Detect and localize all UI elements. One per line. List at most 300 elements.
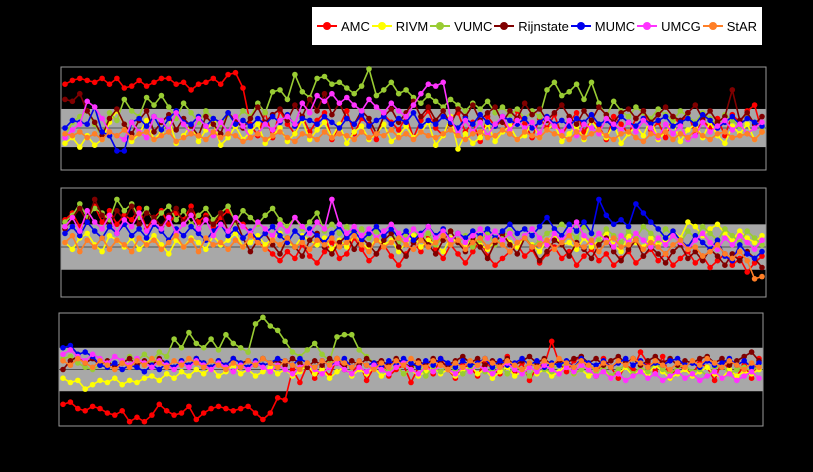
point-star (114, 237, 120, 243)
point-star (655, 244, 661, 250)
point-vumc (253, 321, 259, 327)
point-rijnstate (277, 106, 283, 112)
point-rivm (470, 141, 476, 147)
point-umcg (300, 224, 306, 230)
point-umcg (641, 118, 647, 124)
point-star (697, 362, 703, 368)
point-umcg (719, 375, 725, 381)
point-rijnstate (492, 104, 498, 110)
point-umcg (381, 110, 387, 116)
point-mumc (618, 114, 624, 120)
legend-label-mumc: MUMC (594, 18, 636, 34)
point-amc (307, 253, 313, 259)
point-rijnstate (529, 112, 535, 118)
point-vumc (418, 100, 424, 106)
point-amc (84, 78, 90, 84)
point-vumc (216, 347, 222, 353)
point-rijnstate (173, 127, 179, 133)
point-vumc (305, 347, 311, 353)
point-star (485, 135, 491, 141)
point-star (142, 362, 148, 368)
point-star (344, 133, 350, 139)
point-umcg (270, 127, 276, 133)
point-star (749, 360, 755, 366)
point-vumc (238, 345, 244, 351)
point-rijnstate (107, 116, 113, 122)
point-mumc (122, 148, 128, 154)
point-umcg (611, 244, 617, 250)
point-mumc (411, 237, 417, 243)
point-umcg (292, 121, 298, 127)
point-rijnstate (655, 112, 661, 118)
point-rijnstate (349, 358, 355, 364)
point-vumc (151, 102, 157, 108)
point-rivm (99, 249, 105, 255)
point-rijnstate (312, 358, 318, 364)
point-umcg (68, 347, 74, 353)
legend-item-vumc (430, 19, 492, 34)
point-umcg (440, 80, 446, 86)
point-star (475, 362, 481, 368)
point-umcg (759, 237, 765, 243)
point-star (529, 244, 535, 250)
point-rijnstate (641, 108, 647, 114)
point-vumc (641, 224, 647, 230)
point-umcg (329, 91, 335, 97)
point-umcg (84, 208, 90, 214)
point-rivm (127, 378, 133, 384)
point-rijnstate (596, 242, 602, 248)
point-star (122, 242, 128, 248)
point-umcg (159, 226, 165, 232)
point-rijnstate (571, 356, 577, 362)
point-vumc (527, 373, 533, 379)
legend-label-rijnstate: Rijnstate (518, 18, 569, 34)
point-mumc (366, 123, 372, 129)
point-star (485, 244, 491, 250)
point-umcg (92, 219, 98, 225)
point-star (522, 129, 528, 135)
point-rivm (566, 240, 572, 246)
point-amc (216, 404, 222, 410)
point-rijnstate (62, 97, 68, 103)
point-star (604, 133, 610, 139)
point-umcg (208, 367, 214, 373)
point-rijnstate (144, 108, 150, 114)
point-vumc (196, 213, 202, 219)
point-rivm (537, 249, 543, 255)
point-star (515, 240, 521, 246)
point-star (201, 365, 207, 371)
point-star (430, 358, 436, 364)
point-star (366, 249, 372, 255)
point-star (470, 240, 476, 246)
point-rivm (97, 378, 103, 384)
point-star (445, 367, 451, 373)
point-vumc (374, 93, 380, 99)
point-star (608, 365, 614, 371)
point-star (77, 249, 83, 255)
point-star (216, 362, 222, 368)
point-star (403, 131, 409, 137)
point-rijnstate (322, 91, 328, 97)
point-amc (611, 262, 617, 268)
point-mumc (604, 213, 610, 219)
point-rivm (641, 133, 647, 139)
point-umcg (203, 217, 209, 223)
point-star (648, 131, 654, 137)
point-umcg (149, 365, 155, 371)
point-star (455, 237, 461, 243)
point-rivm (685, 127, 691, 133)
point-star (129, 135, 135, 141)
point-mumc (485, 120, 491, 126)
point-rijnstate (626, 106, 632, 112)
point-star (571, 365, 577, 371)
point-vumc (752, 235, 758, 241)
point-star (211, 129, 217, 135)
point-star (448, 242, 454, 248)
point-mumc (544, 215, 550, 221)
point-rivm (105, 380, 111, 386)
point-rivm (248, 240, 254, 246)
point-umcg (322, 226, 328, 232)
point-star (752, 137, 758, 143)
point-amc (186, 404, 192, 410)
point-umcg (453, 371, 459, 377)
point-mumc (744, 251, 750, 257)
point-umcg (151, 114, 157, 120)
point-rivm (107, 233, 113, 239)
point-amc (277, 258, 283, 264)
point-rivm (275, 371, 281, 377)
point-amc (99, 76, 105, 82)
point-rivm (359, 123, 365, 129)
point-star (374, 237, 380, 243)
point-umcg (707, 240, 713, 246)
point-star (423, 365, 429, 371)
point-umcg (492, 121, 498, 127)
point-amc (463, 260, 469, 266)
point-rijnstate (92, 197, 98, 203)
point-amc (366, 258, 372, 264)
point-star (633, 237, 639, 243)
point-star (364, 362, 370, 368)
point-mumc (648, 219, 654, 225)
point-amc (211, 76, 217, 82)
point-rivm (253, 373, 259, 379)
point-mumc (119, 367, 125, 373)
point-vumc (164, 354, 170, 360)
point-star (389, 127, 395, 133)
point-vumc (194, 341, 200, 347)
point-star (512, 362, 518, 368)
point-umcg (722, 118, 728, 124)
point-star (114, 133, 120, 139)
point-rijnstate (60, 367, 66, 373)
point-rijnstate (759, 114, 765, 120)
point-mumc (470, 121, 476, 127)
point-rivm (314, 127, 320, 133)
point-star (455, 133, 461, 139)
point-umcg (648, 125, 654, 131)
point-mumc (623, 356, 629, 362)
point-mumc (297, 356, 303, 362)
point-umcg (122, 137, 128, 143)
point-star (401, 362, 407, 368)
point-mumc (112, 360, 118, 366)
point-star (181, 135, 187, 141)
point-umcg (342, 367, 348, 373)
point-rijnstate (589, 256, 595, 262)
point-vumc (201, 345, 207, 351)
point-rijnstate (737, 258, 743, 264)
point-mumc (515, 231, 521, 237)
point-umcg (529, 226, 535, 232)
point-star (411, 247, 417, 253)
point-rijnstate (608, 358, 614, 364)
point-vumc (342, 332, 348, 338)
point-umcg (196, 226, 202, 232)
point-umcg (70, 127, 76, 133)
point-rijnstate (749, 349, 755, 355)
point-umcg (581, 233, 587, 239)
point-vumc (114, 118, 120, 124)
point-rijnstate (327, 356, 333, 362)
point-umcg (349, 371, 355, 377)
point-star (704, 356, 710, 362)
point-rijnstate (544, 249, 550, 255)
point-vumc (203, 108, 209, 114)
point-star (396, 235, 402, 241)
point-umcg (292, 215, 298, 221)
point-amc (60, 402, 66, 408)
point-vumc (515, 106, 521, 112)
point-umcg (337, 100, 343, 106)
legend-label-star: StAR (726, 18, 758, 34)
point-star (630, 356, 636, 362)
point-mumc (62, 231, 68, 237)
point-rivm (60, 375, 66, 381)
point-mumc (322, 114, 328, 120)
legend-swatch-rivm (372, 21, 392, 31)
point-star (670, 242, 676, 248)
point-star (440, 233, 446, 239)
point-umcg (181, 222, 187, 228)
point-umcg (366, 226, 372, 232)
point-mumc (440, 114, 446, 120)
point-star (463, 137, 469, 143)
point-amc (92, 80, 98, 86)
point-star (305, 360, 311, 366)
point-vumc (544, 231, 550, 237)
point-vumc (173, 217, 179, 223)
point-umcg (84, 99, 90, 105)
point-rijnstate (537, 258, 543, 264)
point-rivm (704, 365, 710, 371)
point-star (734, 362, 740, 368)
point-amc (134, 415, 140, 421)
point-umcg (231, 369, 237, 375)
point-mumc (411, 110, 417, 116)
point-umcg (181, 121, 187, 127)
point-amc (638, 349, 644, 355)
point-umcg (418, 91, 424, 97)
point-star (112, 367, 118, 373)
point-star (77, 129, 83, 135)
point-rijnstate (70, 99, 76, 105)
point-rijnstate (290, 356, 296, 362)
point-vumc (314, 76, 320, 82)
point-amc (164, 408, 170, 414)
point-rijnstate (99, 213, 105, 219)
point-rivm (196, 240, 202, 246)
point-vumc (485, 99, 491, 105)
point-mumc (589, 231, 595, 237)
point-umcg (566, 118, 572, 124)
point-vumc (312, 341, 318, 347)
point-vumc (282, 339, 288, 345)
point-star (759, 129, 765, 135)
point-mumc (329, 120, 335, 126)
point-star (179, 362, 185, 368)
point-star (544, 237, 550, 243)
point-umcg (393, 365, 399, 371)
point-mumc (445, 360, 451, 366)
point-rivm (463, 131, 469, 137)
point-star (641, 247, 647, 253)
point-umcg (722, 235, 728, 241)
point-amc (240, 85, 246, 91)
point-star (685, 135, 691, 141)
point-umcg (351, 102, 357, 108)
point-rijnstate (173, 206, 179, 212)
point-umcg (507, 231, 513, 237)
point-rijnstate (552, 237, 558, 243)
point-rijnstate (566, 253, 572, 259)
point-mumc (663, 235, 669, 241)
point-amc (105, 410, 111, 416)
point-umcg (285, 114, 291, 120)
point-amc (218, 81, 224, 87)
point-amc (297, 380, 303, 386)
point-rijnstate (655, 251, 661, 257)
point-umcg (314, 93, 320, 99)
point-vumc (366, 66, 372, 72)
point-amc (522, 253, 528, 259)
point-rivm (196, 139, 202, 145)
point-star (312, 365, 318, 371)
point-umcg (455, 231, 461, 237)
point-umcg (92, 104, 98, 110)
point-umcg (670, 131, 676, 137)
point-umcg (277, 222, 283, 228)
point-umcg (62, 224, 68, 230)
point-umcg (737, 121, 743, 127)
point-amc (663, 135, 669, 141)
point-umcg (203, 123, 209, 129)
point-amc (151, 80, 157, 86)
point-mumc (142, 369, 148, 375)
point-star (574, 129, 580, 135)
point-vumc (351, 91, 357, 97)
point-rivm (685, 219, 691, 225)
point-star (277, 129, 283, 135)
point-star (426, 244, 432, 250)
point-star (411, 137, 417, 143)
point-umcg (359, 233, 365, 239)
point-umcg (403, 114, 409, 120)
legend-label-umcg: UMCG (661, 18, 701, 34)
point-rijnstate (507, 108, 513, 114)
point-star (342, 360, 348, 366)
point-mumc (240, 235, 246, 241)
point-mumc (84, 121, 90, 127)
point-umcg (411, 102, 417, 108)
point-umcg (77, 228, 83, 234)
point-umcg (734, 378, 740, 384)
point-rivm (559, 139, 565, 145)
point-amc (253, 410, 259, 416)
point-star (196, 249, 202, 255)
point-amc (596, 258, 602, 264)
point-mumc (159, 127, 165, 133)
point-star (70, 233, 76, 239)
point-rijnstate (685, 110, 691, 116)
point-vumc (401, 371, 407, 377)
point-umcg (159, 118, 165, 124)
point-mumc (84, 219, 90, 225)
point-umcg (712, 369, 718, 375)
point-mumc (626, 224, 632, 230)
point-star (566, 137, 572, 143)
point-amc (270, 251, 276, 257)
point-star (381, 244, 387, 250)
point-mumc (62, 125, 68, 131)
point-star (122, 127, 128, 133)
point-star (645, 365, 651, 371)
point-star (752, 276, 758, 282)
point-star (233, 133, 239, 139)
panel-1 (61, 66, 766, 170)
point-star (744, 258, 750, 264)
point-star (537, 135, 543, 141)
point-star (663, 251, 669, 257)
point-rijnstate (485, 110, 491, 116)
point-umcg (744, 240, 750, 246)
point-star (693, 244, 699, 250)
point-star (129, 249, 135, 255)
point-star (730, 135, 736, 141)
point-rijnstate (144, 210, 150, 216)
point-vumc (129, 108, 135, 114)
point-umcg (107, 213, 113, 219)
point-star (737, 133, 743, 139)
point-rijnstate (418, 114, 424, 120)
point-mumc (307, 118, 313, 124)
point-star (552, 247, 558, 253)
point-mumc (92, 228, 98, 234)
point-star (218, 135, 224, 141)
point-umcg (448, 116, 454, 122)
point-mumc (136, 116, 142, 122)
point-star (500, 127, 506, 133)
point-umcg (70, 215, 76, 221)
point-vumc (270, 206, 276, 212)
point-star (292, 139, 298, 145)
point-umcg (277, 118, 283, 124)
point-vumc (181, 100, 187, 106)
